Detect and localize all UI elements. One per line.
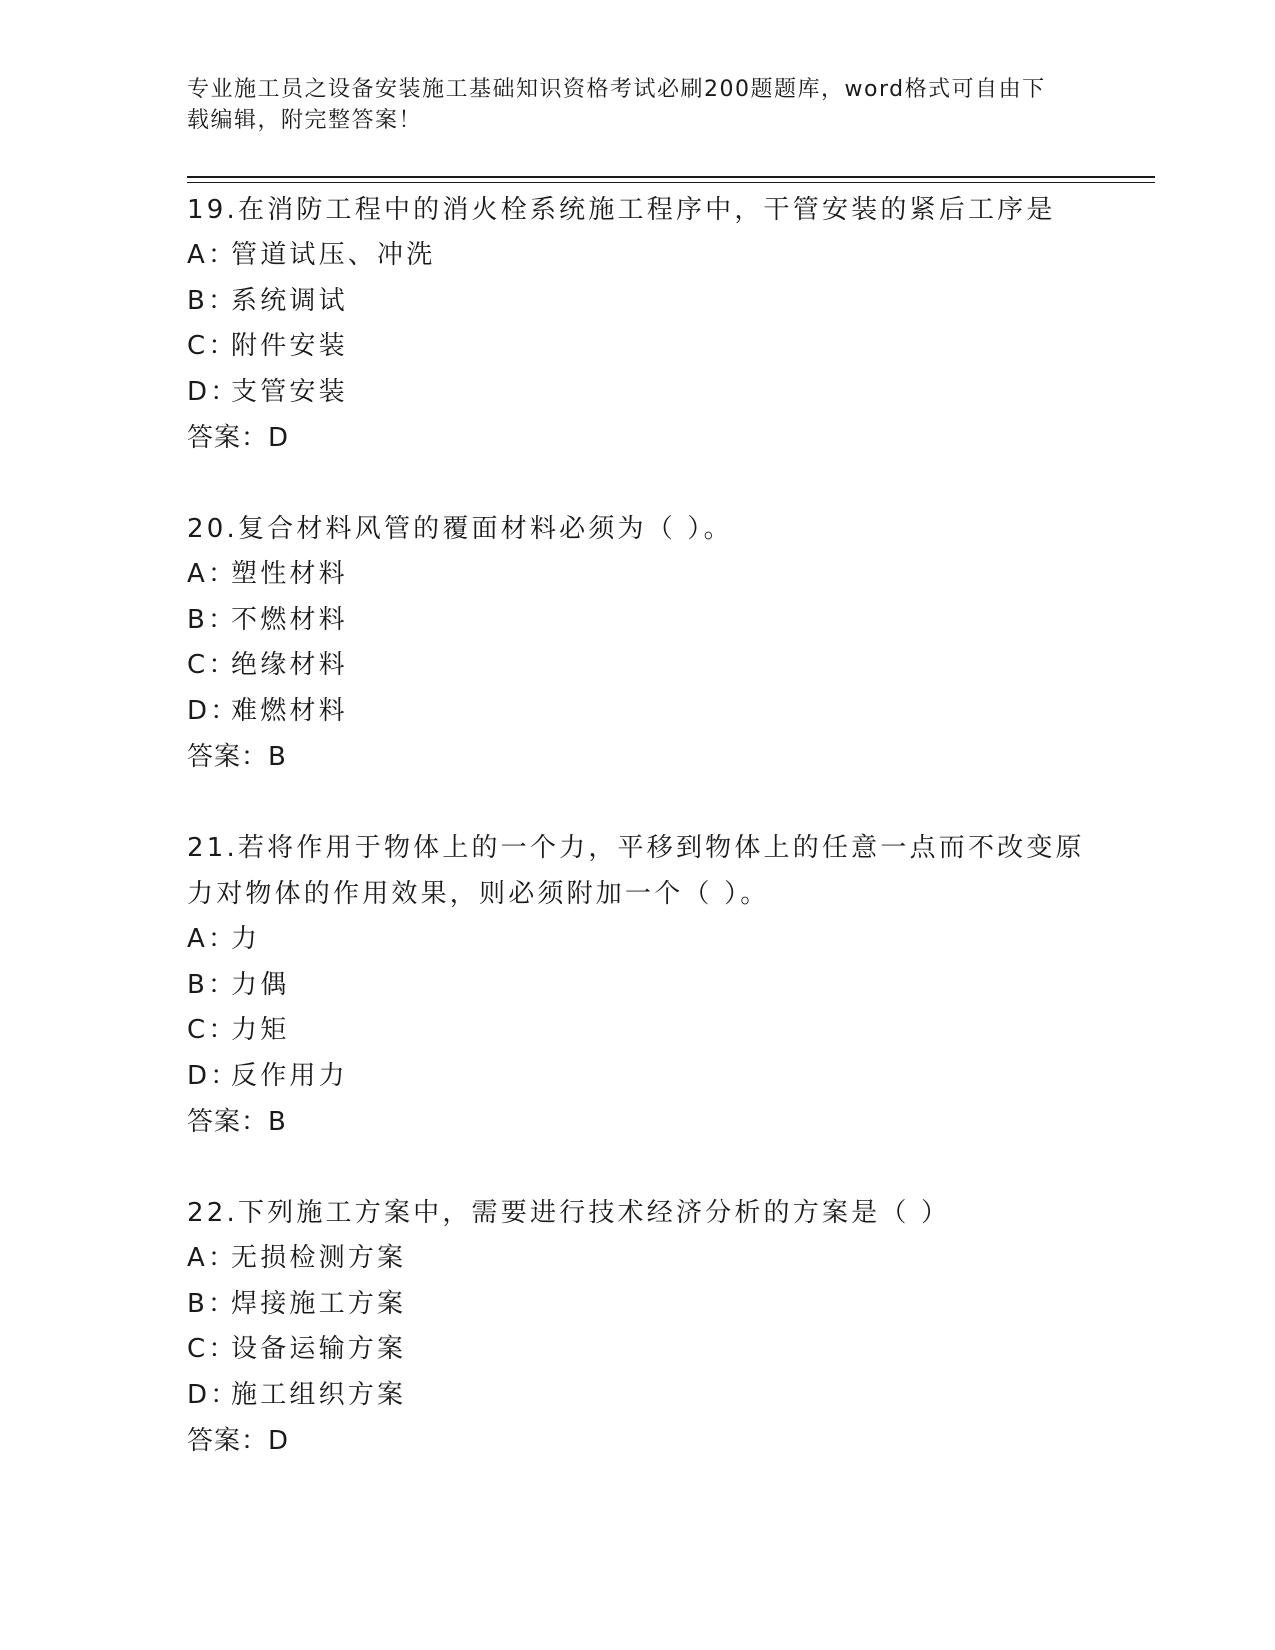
- option-c: [187, 1327, 1087, 1373]
- header-divider-thin: [187, 182, 1155, 183]
- option-b: [187, 1282, 1087, 1328]
- option-text: 力矩: [231, 1015, 290, 1045]
- question-19: [187, 187, 1087, 461]
- option-b: [187, 598, 1087, 644]
- option-letter: A：: [187, 559, 238, 589]
- option-text: 难燃材料: [231, 695, 348, 726]
- option-a: [187, 233, 1087, 279]
- question-21: [187, 825, 1087, 1145]
- option-c: [187, 324, 1087, 370]
- option-letter: D：: [187, 695, 240, 726]
- question-20: [187, 506, 1087, 780]
- option-text: 塑性材料: [231, 559, 348, 589]
- option-text: 施工组织方案: [231, 1379, 407, 1410]
- option-letter: B：: [187, 1288, 238, 1319]
- option-a: [187, 1236, 1087, 1282]
- option-letter: D：: [187, 1060, 240, 1091]
- question-stem: 22.下列施工方案中，需要进行技术经济分析的方案是（ ）: [187, 1198, 951, 1228]
- option-letter: D：: [187, 376, 240, 407]
- option-d: [187, 370, 1087, 416]
- option-c: [187, 1008, 1087, 1054]
- option-letter: B：: [187, 604, 238, 635]
- option-text: 力: [231, 924, 261, 954]
- option-a: [187, 552, 1087, 598]
- option-text: 不燃材料: [231, 604, 348, 635]
- option-letter: C：: [187, 1334, 238, 1364]
- option-a: [187, 917, 1087, 963]
- option-text: 无损检测方案: [231, 1243, 407, 1273]
- option-letter: C：: [187, 331, 238, 361]
- answer-line: 答案：B: [187, 1107, 287, 1137]
- option-letter: A：: [187, 1243, 238, 1273]
- option-text: 系统调试: [231, 285, 348, 316]
- option-text: 支管安装: [231, 376, 348, 407]
- option-text: 附件安装: [231, 331, 348, 361]
- option-letter: C：: [187, 1015, 238, 1045]
- option-text: 绝缘材料: [231, 650, 348, 680]
- option-d: [187, 689, 1087, 735]
- page-header-text: 专业施工员之设备安装施工基础知识资格考试必刷200题题库，word格式可自由下载编辑，附完整答案！: [187, 77, 1046, 133]
- option-letter: C：: [187, 650, 238, 680]
- question-stem: 19.在消防工程中的消火栓系统施工程序中，干管安装的紧后工序是: [187, 195, 1056, 225]
- question-stem: 20.复合材料风管的覆面材料必须为（ ）。: [187, 514, 733, 544]
- answer-line: 答案：D: [187, 1426, 290, 1456]
- option-letter: B：: [187, 285, 238, 316]
- option-letter: D：: [187, 1379, 240, 1410]
- option-text: 设备运输方案: [231, 1334, 407, 1364]
- header-divider-thick: [187, 176, 1155, 178]
- question-stem: 21.若将作用于物体上的一个力，平移到物体上的任意一点而不改变原力对物体的作用效果，则必须附加一个（ ）。: [187, 833, 1085, 909]
- question-22: [187, 1190, 1087, 1464]
- question-list: [187, 187, 1087, 1509]
- answer-line: 答案：D: [187, 423, 290, 453]
- option-letter: A：: [187, 924, 238, 954]
- option-c: [187, 643, 1087, 689]
- option-d: [187, 1373, 1087, 1419]
- option-letter: B：: [187, 969, 238, 1000]
- answer-line: 答案：B: [187, 742, 287, 772]
- option-text: 力偶: [231, 969, 290, 1000]
- option-text: 管道试压、冲洗: [231, 240, 436, 270]
- option-text: 焊接施工方案: [231, 1288, 407, 1319]
- option-b: [187, 279, 1087, 325]
- option-letter: A：: [187, 240, 238, 270]
- option-d: [187, 1054, 1087, 1100]
- option-b: [187, 963, 1087, 1009]
- option-text: 反作用力: [231, 1060, 348, 1091]
